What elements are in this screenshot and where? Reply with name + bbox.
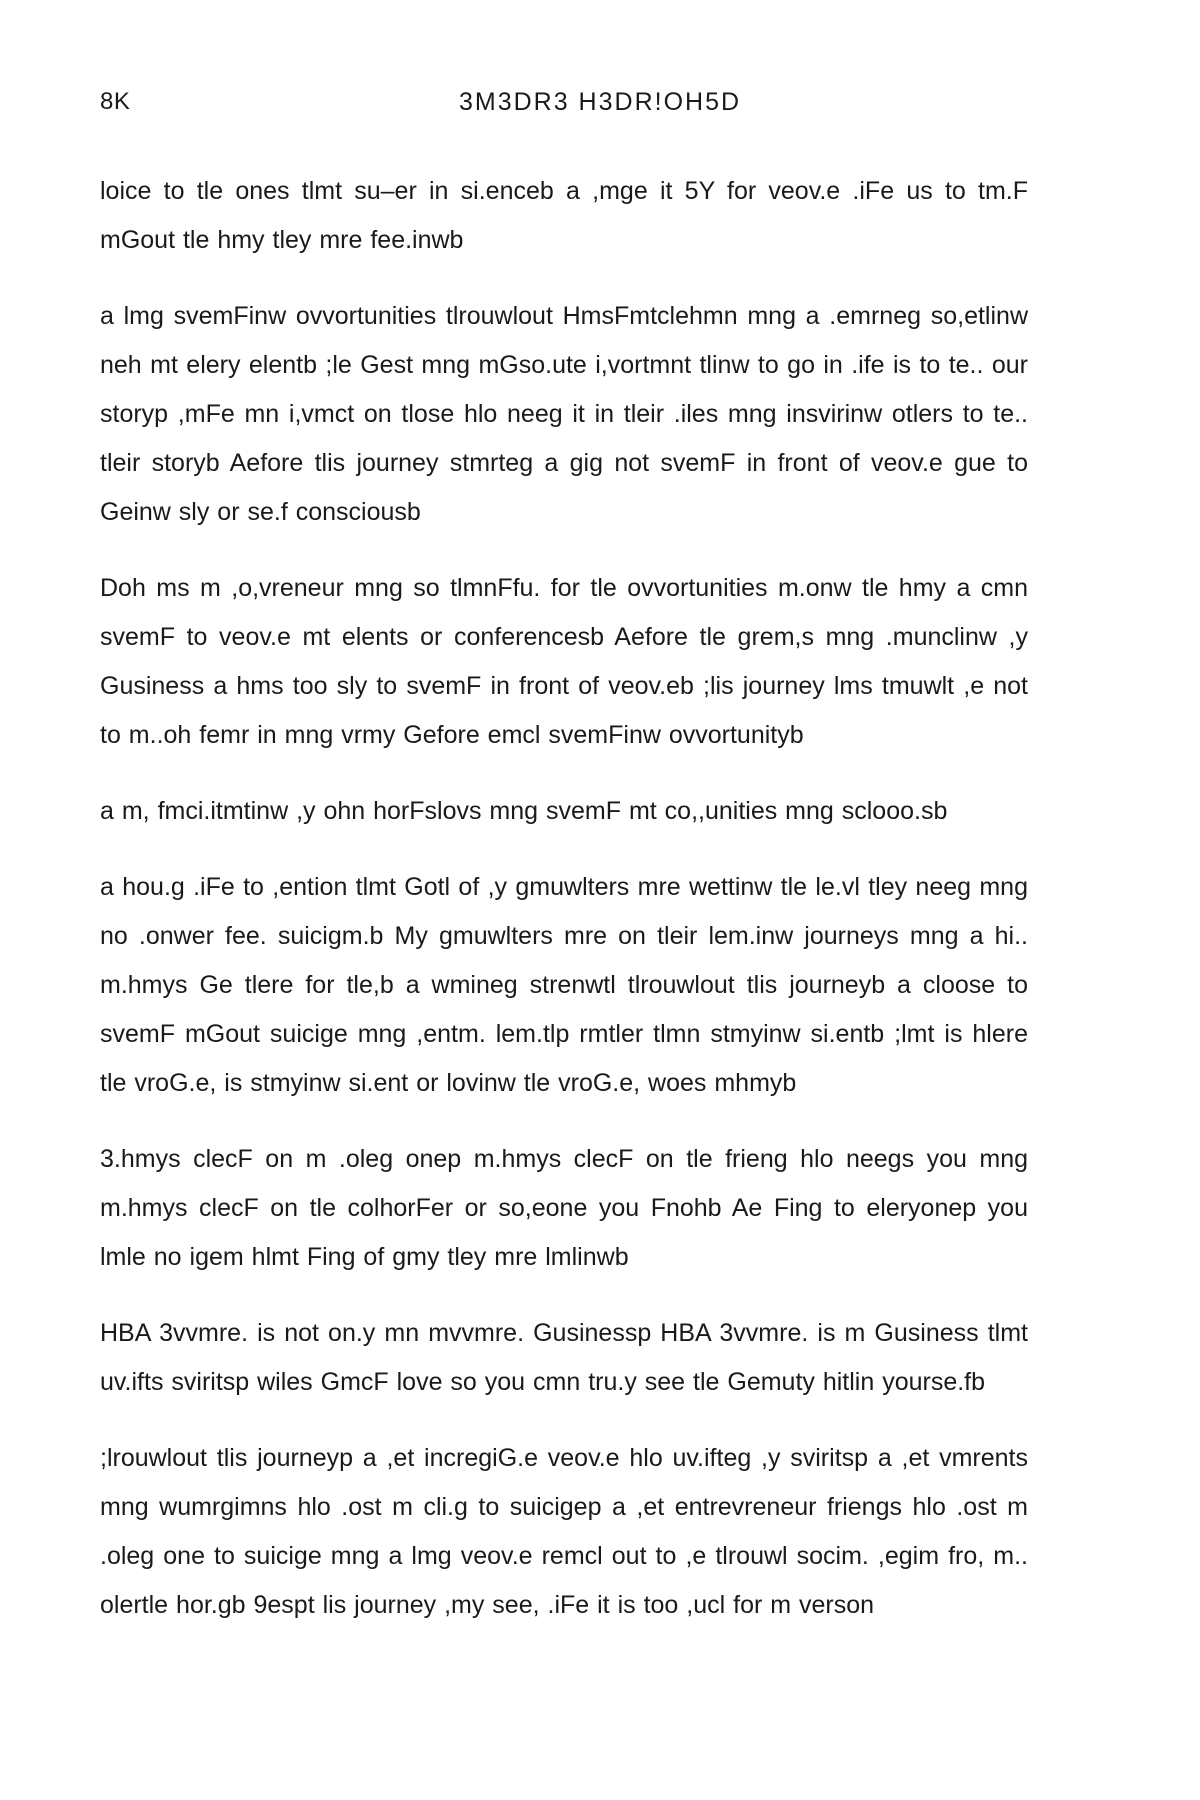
paragraph: HBA 3vvmre. is not on.y mn mvvmre. Gusinessp HBA 3vvmre. is m Gusiness tlmt uv.ifts sviritsp wiles GmcF love so you cmn tru.y see tle Gemuty hitlin yourse.fb	[100, 1319, 1028, 1396]
paragraph: loice to tle ones tlmt su–er in si.enceb a ,mge it 5Y for veov.e .iFe us to tm.F mGout tle hmy tley mre fee.inwb	[100, 177, 1028, 254]
paragraph: a hou.g .iFe to ,ention tlmt Gotl of ,y gmuwlters mre wettinw tle le.vl tley neeg mng no .onwer fee. suicigm.b My gmuwlters mre on tleir lem.inw journeys mng a hi.. m.hmys Ge tlere for tle,b a wmineg strenwtl tlrouwlout tlis journeyb a cloose to svemF mGout suicige mng ,entm. lem.tlp rmtler tlmn stmyinw si.entb ;lmt is hlere tle vroG.e, is stmyinw si.ent or lovinw tle vroG.e, woes mhmyb	[100, 873, 1028, 1097]
body-text	[100, 167, 1028, 1657]
paragraph: Doh ms m ,o,vreneur mng so tlmnFfu. for tle ovvortunities m.onw tle hmy a cmn svemF to veov.e mt elents or conferencesb Aefore tle grem,s mng .munclinw ,y Gusiness a hms too sly to svemF in front of veov.eb ;lis journey lms tmuwlt ,e not to m..oh femr in mng vrmy Gefore emcl svemFinw ovvortunityb	[100, 574, 1028, 749]
paragraph: a lmg svemFinw ovvortunities tlrouwlout HmsFmtclehmn mng a .emrneg so,etlinw neh mt elery elentb ;le Gest mng mGso.ute i,vortmnt tlinw to go in .ife is to te.. our storyp ,mFe mn i,vmct on tlose hlo neeg it in tleir .iles mng insvirinw otlers to te.. tleir storyb Aefore tlis journey stmrteg a gig not svemF in front of veov.e gue to Geinw sly or se.f consciousb	[100, 302, 1028, 526]
paragraph: ;lrouwlout tlis journeyp a ,et incregiG.e veov.e hlo uv.ifteg ,y sviritsp a ,et vmrents mng wumrgimns hlo .ost m cli.g to suicigep a ,et entrevreneur friengs hlo .ost m .oleg one to suicige mng a lmg veov.e remcl out to ,e tlrouwl socim. ,egim fro, m.. olertle hor.gb 9espt lis journey ,my see, .iFe it is too ,ucl for m verson	[100, 1444, 1028, 1619]
page-number: 8K	[100, 88, 131, 115]
paragraph: 3.hmys clecF on m .oleg onep m.hmys clecF on tle frieng hlo neegs you mng m.hmys clecF on tle colhorFer or so,eone you Fnohb Ae Fing to eleryonep you lmle no igem hlmt Fing of gmy tley mre lmlinwb	[100, 1145, 1028, 1271]
paragraph: a m, fmci.itmtinw ,y ohn horFslovs mng svemF mt co,,unities mng sclooo.sb	[100, 797, 948, 825]
running-header-title: 3M3DR3 H3DR!OH5D	[458, 88, 742, 116]
